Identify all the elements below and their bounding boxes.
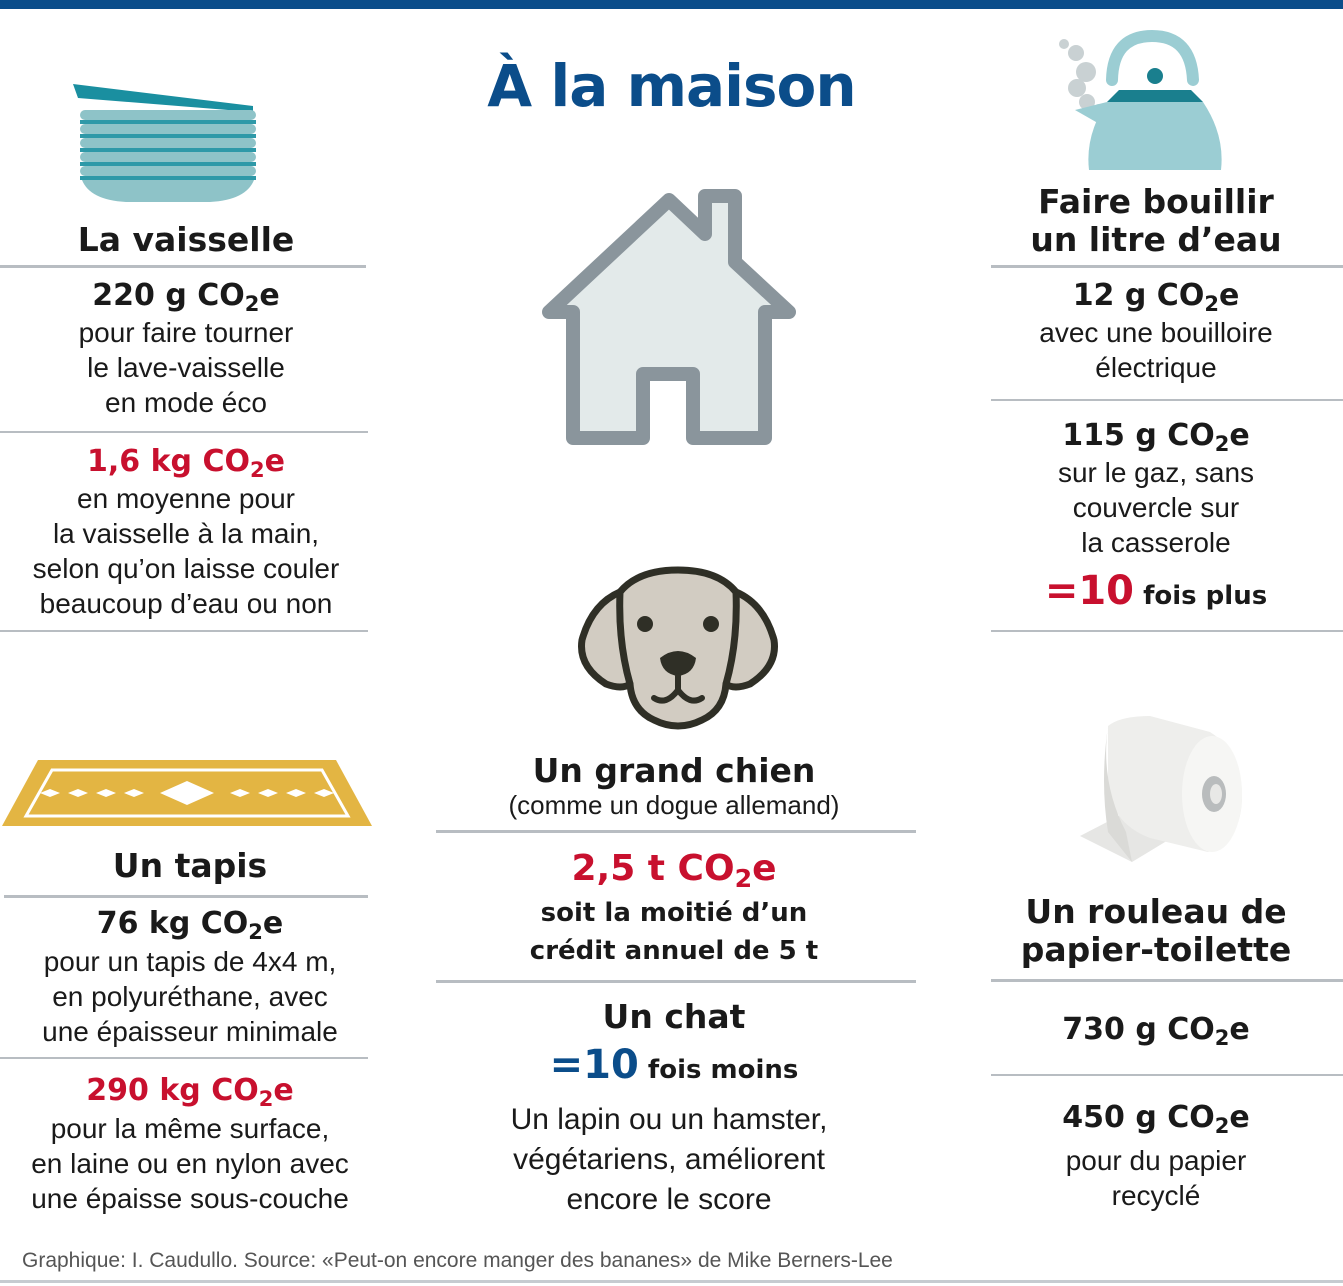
bouilloire-desc-1: avec une bouilloire électrique <box>1039 317 1273 383</box>
papier-heading: Un rouleau de papier-toilette <box>1020 892 1292 969</box>
vaisselle-value-2: 1,6 kg CO2e <box>87 444 285 482</box>
vaisselle-heading: La vaisselle <box>77 220 295 259</box>
bouilloire-ratio: =10 fois plus <box>1044 568 1268 614</box>
chien-desc: soit la moitié d’un crédit annuel de 5 t <box>529 898 819 966</box>
vaisselle-value-1: 220 g CO2e <box>92 278 280 316</box>
divider <box>991 265 1343 268</box>
house-icon <box>535 188 803 450</box>
vaisselle-desc-2: en moyenne pour la vaisselle à la main, selon qu’on laisse couler beaucoup d’eau ou non <box>32 483 340 619</box>
source-credit: Graphique: I. Caudullo. Source: «Peut-on encore manger des bananes» de Mike Berners-Lee <box>22 1249 893 1272</box>
plates-icon <box>70 80 265 205</box>
toilet-paper-icon <box>1080 712 1250 888</box>
divider <box>991 979 1343 982</box>
divider <box>0 431 368 433</box>
divider <box>0 265 366 268</box>
tapis-desc-1: pour un tapis de 4x4 m, en polyuréthane, avec une épaisseur minimale <box>42 946 338 1047</box>
chien-note: Un lapin ou un hamster, végétariens, améliorent encore le score <box>510 1103 828 1216</box>
bouilloire-value-1: 12 g CO2e <box>1072 278 1240 316</box>
divider <box>991 399 1343 401</box>
chien-value: 2,5 t CO2e <box>571 848 777 894</box>
dog-icon <box>574 562 782 734</box>
divider <box>436 980 916 983</box>
divider <box>991 1074 1343 1076</box>
footer-divider <box>0 1280 1343 1283</box>
divider <box>0 1057 368 1059</box>
divider <box>0 630 368 632</box>
rug-icon <box>0 758 374 830</box>
chat-heading: Un chat <box>602 997 746 1036</box>
tapis-desc-2: pour la même surface, en laine ou en nylon avec une épaisse sous-couche <box>31 1113 349 1214</box>
tapis-heading: Un tapis <box>112 846 268 885</box>
page-title: À la maison <box>487 52 856 120</box>
chien-subheading: (comme un dogue allemand) <box>508 790 840 820</box>
papier-value-2: 450 g CO2e <box>1062 1100 1250 1138</box>
bouilloire-heading: Faire bouillir un litre d’eau <box>1030 182 1282 259</box>
papier-value-1: 730 g CO2e <box>1062 1012 1250 1050</box>
tapis-value-2: 290 kg CO2e <box>86 1073 294 1111</box>
vaisselle-desc-1: pour faire tourner le lave-vaisselle en mode éco <box>78 317 294 418</box>
bouilloire-value-2: 115 g CO2e <box>1062 418 1250 456</box>
chat-ratio: =10 fois moins <box>549 1042 799 1088</box>
top-bar <box>0 0 1343 9</box>
chien-heading: Un grand chien <box>532 751 816 790</box>
bouilloire-desc-2: sur le gaz, sans couvercle sur la casserole <box>1057 457 1255 558</box>
divider <box>991 630 1343 632</box>
divider <box>436 830 916 833</box>
papier-desc-2: pour du papier recyclé <box>1065 1145 1247 1211</box>
tapis-value-1: 76 kg CO2e <box>96 906 284 944</box>
kettle-icon <box>1055 30 1230 175</box>
divider <box>4 895 368 898</box>
